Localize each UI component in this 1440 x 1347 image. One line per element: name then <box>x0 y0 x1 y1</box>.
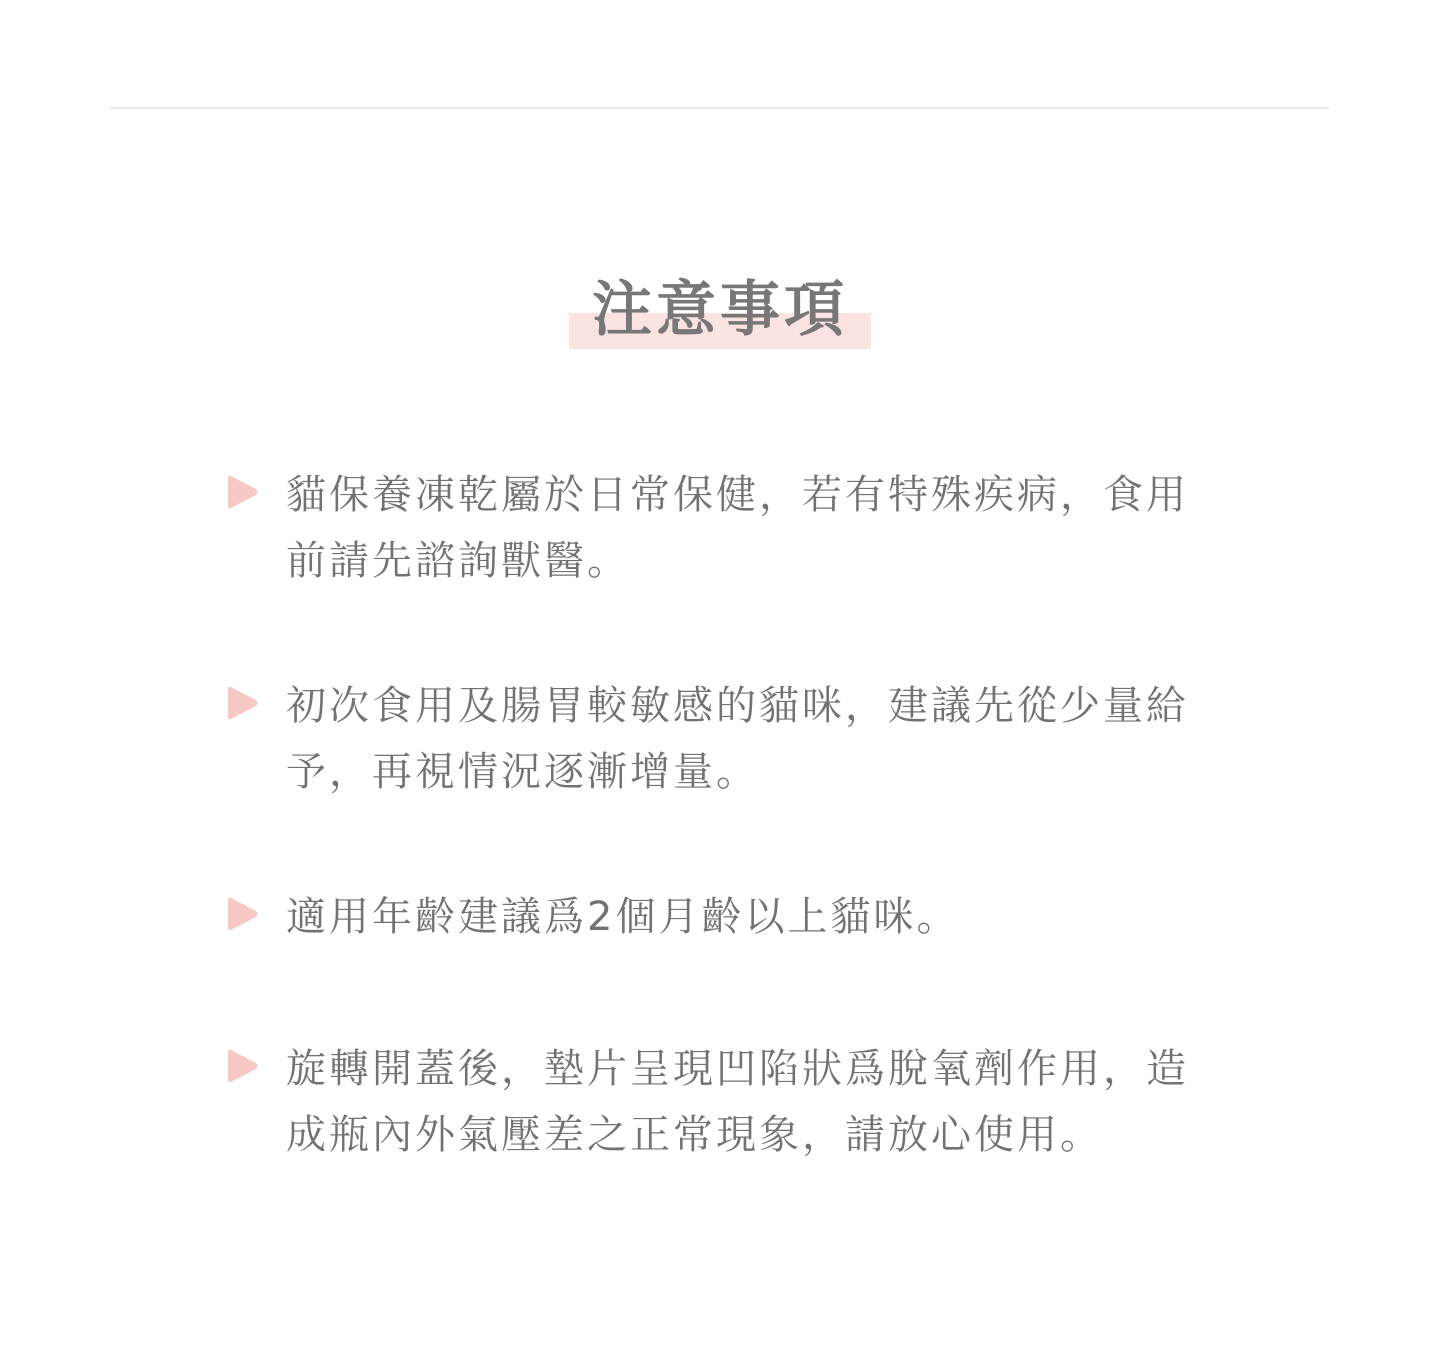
note-text: 貓保養凍乾屬於日常保健，若有特殊疾病，食用前請先諮詢獸醫。 <box>286 472 1189 584</box>
play-triangle-icon <box>224 685 260 721</box>
play-triangle-icon <box>224 896 260 932</box>
note-text: 適用年齡建議爲2個月齡以上貓咪。 <box>286 894 960 940</box>
play-triangle-icon <box>224 1048 260 1084</box>
section-title: 注意事項 <box>592 275 848 345</box>
note-text: 初次食用及腸胃較敏感的貓咪，建議先從少量給予，再視情況逐漸增量。 <box>286 683 1189 795</box>
play-triangle-icon <box>224 474 260 510</box>
note-text: 旋轉開蓋後，墊片呈現凹陷狀爲脫氧劑作用，造成瓶內外氣壓差之正常現象，請放心使用。 <box>286 1046 1189 1158</box>
section-header <box>0 270 1440 360</box>
top-divider <box>110 107 1329 109</box>
